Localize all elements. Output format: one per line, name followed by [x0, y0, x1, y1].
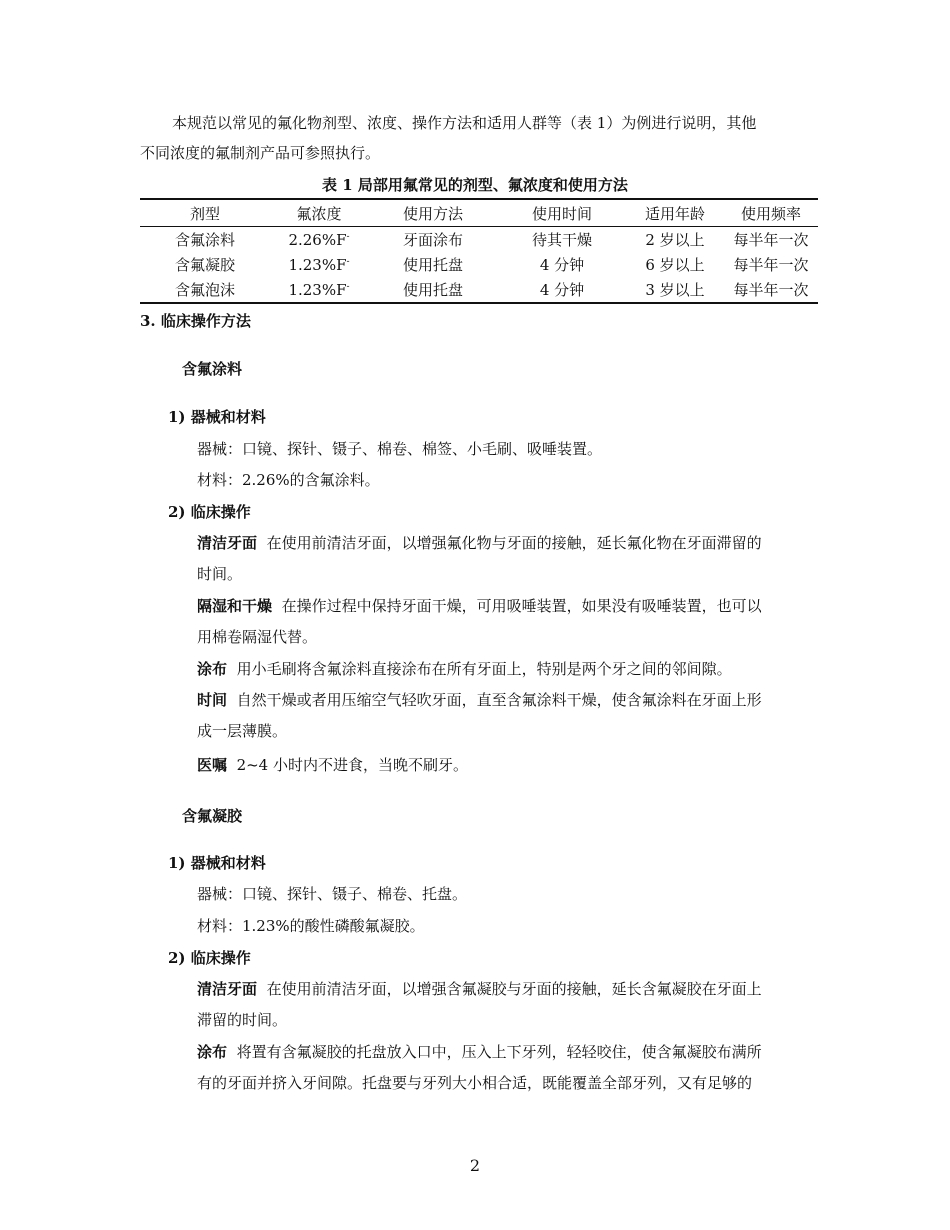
- cell-age: 6 岁以上: [645, 256, 705, 274]
- gel-clean-line-2: 滞留的时间。: [197, 1011, 288, 1029]
- table-header-row: [140, 199, 818, 227]
- gel-apply-line-1: 涂布 将置有含氟凝胶的托盘放入口中，压入上下牙列，轻轻咬住，使含氟凝胶布满所: [197, 1043, 762, 1061]
- table-row: [140, 252, 818, 277]
- varnish-instruments-heading: 1) 器械和材料: [168, 408, 266, 426]
- cell-concentration: 1.23%F-: [288, 280, 350, 299]
- varnish-advice-line-1: 医嘱 2~4 小时内不进食，当晚不刷牙。: [197, 756, 468, 774]
- header-method: 使用方法: [368, 199, 498, 227]
- table-row: [140, 227, 818, 253]
- varnish-time-line-2: 成一层薄膜。: [197, 722, 288, 740]
- cell-frequency: 每半年一次: [733, 281, 809, 299]
- header-time: 使用时间: [498, 199, 626, 227]
- cell-time: 待其干燥: [531, 231, 592, 249]
- varnish-clean-line-1: 清洁牙面 在使用前清洁牙面，以增强氟化物与牙面的接触，延长氟化物在牙面滞留的: [197, 534, 762, 552]
- cell-age: 2 岁以上: [645, 231, 705, 249]
- varnish-materials: 材料：2.26%的含氟涂料。: [197, 471, 380, 489]
- varnish-ops-heading: 2) 临床操作: [168, 503, 251, 521]
- cell-age: 3 岁以上: [645, 281, 705, 299]
- varnish-dry-line-2: 用棉卷隔湿代替。: [197, 628, 318, 646]
- gel-heading: 含氟凝胶: [182, 807, 243, 825]
- table-row: [140, 277, 818, 303]
- gel-apply-line-2: 有的牙面并挤入牙间隙。托盘要与牙列大小相合适，既能覆盖全部牙列，又有足够的: [197, 1074, 753, 1092]
- cell-form: 含氟泡沫: [174, 281, 235, 299]
- intro-line-2: 不同浓度的氟制剂产品可参照执行。: [140, 144, 381, 162]
- header-form: 剂型: [140, 199, 270, 227]
- section-3-title: 3. 临床操作方法: [140, 312, 251, 330]
- varnish-clean-line-2: 时间。: [197, 565, 243, 583]
- gel-instruments: 器械：口镜、探针、镊子、棉卷、托盘。: [197, 885, 468, 903]
- varnish-heading: 含氟涂料: [182, 360, 243, 378]
- fluoride-table: [140, 198, 818, 304]
- cell-frequency: 每半年一次: [733, 231, 809, 249]
- cell-frequency: 每半年一次: [733, 256, 809, 274]
- cell-time: 4 分钟: [539, 256, 585, 274]
- cell-method: 使用托盘: [402, 256, 463, 274]
- gel-ops-heading: 2) 临床操作: [168, 949, 251, 967]
- gel-instruments-heading: 1) 器械和材料: [168, 854, 266, 872]
- varnish-time-line-1: 时间 自然干燥或者用压缩空气轻吹牙面，直至含氟涂料干燥，使含氟涂料在牙面上形: [197, 691, 762, 709]
- cell-time: 4 分钟: [539, 281, 585, 299]
- page-number: 2: [469, 1156, 481, 1175]
- header-frequency: 使用频率: [724, 199, 818, 227]
- header-concentration: 氟浓度: [270, 199, 368, 227]
- varnish-dry-line-1: 隔湿和干燥 在操作过程中保持牙面干燥，可用吸唾装置，如果没有吸唾装置，也可以: [197, 597, 762, 615]
- cell-method: 牙面涂布: [402, 231, 463, 249]
- cell-form: 含氟凝胶: [174, 256, 235, 274]
- cell-form: 含氟涂料: [174, 231, 235, 249]
- varnish-instruments: 器械：口镜、探针、镊子、棉卷、棉签、小毛刷、吸唾装置。: [197, 440, 603, 458]
- gel-materials: 材料：1.23%的酸性磷酸氟凝胶。: [197, 917, 425, 935]
- cell-method: 使用托盘: [402, 281, 463, 299]
- cell-concentration: 1.23%F-: [288, 255, 350, 274]
- table-title: 表 1 局部用氟常见的剂型、氟浓度和使用方法: [322, 176, 628, 194]
- gel-clean-line-1: 清洁牙面 在使用前清洁牙面，以增强含氟凝胶与牙面的接触，延长含氟凝胶在牙面上: [197, 980, 762, 998]
- cell-concentration: 2.26%F-: [288, 230, 350, 249]
- header-age: 适用年龄: [626, 199, 724, 227]
- intro-line-1: 本规范以常见的氟化物剂型、浓度、操作方法和适用人群等（表 1）为例进行说明，其他: [172, 114, 757, 132]
- varnish-apply-line-1: 涂布 用小毛刷将含氟涂料直接涂布在所有牙面上，特别是两个牙之间的邻间隙。: [197, 660, 732, 678]
